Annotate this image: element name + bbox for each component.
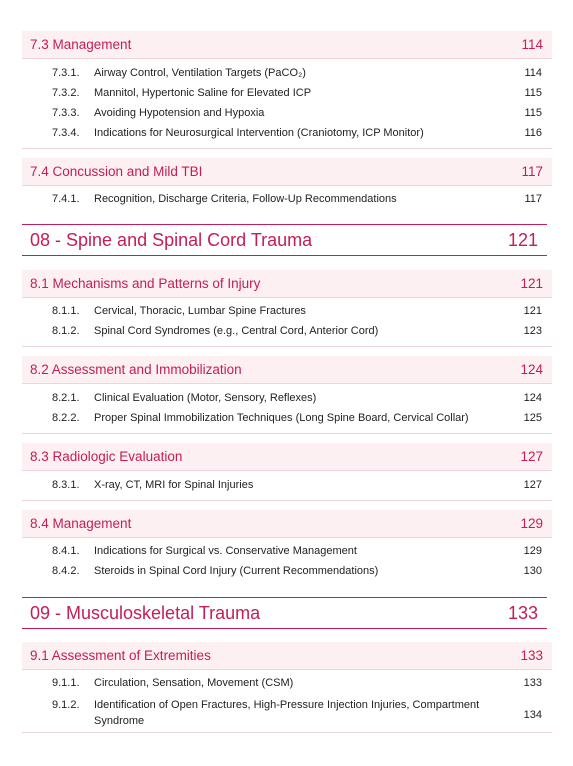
entry-number: 7.3.2. [52, 87, 80, 99]
chapter-page: 133 [507, 602, 538, 623]
entry-title: Clinical Evaluation (Motor, Sensory, Reflexes) [94, 392, 317, 404]
section-page: 114 [521, 37, 543, 52]
chapter-title: 09 - Musculoskeletal Trauma [30, 602, 261, 623]
entry-number: 8.4.2. [52, 565, 80, 577]
entry-page: 115 [524, 107, 542, 119]
entry-page: 134 [523, 709, 542, 721]
entry-page: 125 [523, 412, 542, 424]
entry-number: 8.3.1. [52, 479, 80, 491]
entry-number: 7.3.1. [52, 67, 80, 79]
toc-entry[interactable] [22, 408, 552, 428]
entry-number: 8.2.2. [52, 412, 80, 424]
entry-title: Indications for Surgical vs. Conservative Management [94, 545, 357, 557]
entry-title: Recognition, Discharge Criteria, Follow-Up Recommendations [94, 193, 397, 205]
entry-page: 121 [523, 305, 542, 317]
entry-page: 127 [523, 479, 542, 491]
entry-page: 130 [523, 565, 542, 577]
section-page: 129 [520, 516, 543, 531]
chapter-heading[interactable] [22, 224, 547, 256]
section-heading[interactable] [22, 270, 552, 298]
entry-title: Avoiding Hypotension and Hypoxia [94, 107, 265, 119]
entry-title: X-ray, CT, MRI for Spinal Injuries [94, 479, 254, 491]
toc-entry[interactable] [22, 189, 552, 209]
section-page: 117 [521, 164, 543, 179]
section-page: 133 [520, 648, 543, 663]
entry-number: 8.2.1. [52, 392, 80, 404]
section-page: 124 [520, 362, 543, 377]
chapter-heading[interactable] [22, 597, 547, 629]
entry-page: 117 [524, 193, 542, 205]
entry-number: 7.3.4. [52, 127, 80, 139]
chapter-title: 08 - Spine and Spinal Cord Trauma [30, 229, 313, 250]
entry-number: 8.1.2. [52, 325, 80, 337]
toc-entry[interactable] [22, 561, 552, 581]
section-heading[interactable] [22, 31, 552, 59]
entry-number: 7.3.3. [52, 107, 80, 119]
toc-entry[interactable] [22, 123, 552, 143]
section-title: 7.4 Concussion and Mild TBI [30, 164, 203, 179]
entry-page: 114 [524, 67, 542, 79]
section-title: 9.1 Assessment of Extremities [30, 648, 211, 663]
toc-entry[interactable] [22, 475, 552, 495]
entry-page: 115 [524, 87, 542, 99]
group-divider [22, 732, 552, 733]
section-title: 8.2 Assessment and Immobilization [30, 362, 242, 377]
section-title: 8.4 Management [30, 516, 132, 531]
toc-entry[interactable] [22, 388, 552, 408]
entry-title: Airway Control, Ventilation Targets (PaCO₂) [94, 67, 306, 79]
toc-entry[interactable] [22, 693, 552, 727]
section-title: 8.1 Mechanisms and Patterns of Injury [30, 276, 261, 291]
entry-title: Mannitol, Hypertonic Saline for Elevated ICP [94, 87, 312, 99]
section-heading[interactable] [22, 356, 552, 384]
toc-entry[interactable] [22, 673, 552, 693]
group-divider [22, 346, 552, 347]
entry-page: 123 [523, 325, 542, 337]
section-page: 121 [520, 276, 543, 291]
toc-entry[interactable] [22, 63, 552, 83]
entry-title: Spinal Cord Syndromes (e.g., Central Cord, Anterior Cord) [94, 325, 379, 337]
section-title: 7.3 Management [30, 37, 132, 52]
entry-number: 7.4.1. [52, 193, 80, 205]
entry-title: Steroids in Spinal Cord Injury (Current Recommendations) [94, 565, 379, 577]
group-divider [22, 433, 552, 434]
chapter-page: 121 [507, 229, 538, 250]
entry-page: 129 [523, 545, 542, 557]
section-title: 8.3 Radiologic Evaluation [30, 449, 183, 464]
toc-entry[interactable] [22, 83, 552, 103]
entry-title: Circulation, Sensation, Movement (CSM) [94, 677, 294, 689]
entry-page: 124 [523, 392, 542, 404]
entry-number: 8.1.1. [52, 305, 80, 317]
entry-number: 9.1.2. [52, 699, 80, 711]
entry-title: Proper Spinal Immobilization Techniques (Long Spine Board, Cervical Collar) [94, 412, 469, 424]
entry-page: 133 [523, 677, 542, 689]
entry-page: 116 [524, 127, 542, 139]
group-divider [22, 500, 552, 501]
entry-title: Identification of Open Fractures, High-Pressure Injection Injuries, Compartment Syndrome [94, 699, 480, 727]
section-heading[interactable] [22, 642, 552, 670]
section-heading[interactable] [22, 510, 552, 538]
toc-entry[interactable] [22, 541, 552, 561]
entry-title: Indications for Neurosurgical Intervention (Craniotomy, ICP Monitor) [94, 127, 424, 139]
entry-number: 8.4.1. [52, 545, 80, 557]
section-heading[interactable] [22, 158, 552, 186]
entry-number: 9.1.1. [52, 677, 80, 689]
toc-entry[interactable] [22, 103, 552, 123]
toc-entry[interactable] [22, 301, 552, 321]
entry-title: Cervical, Thoracic, Lumbar Spine Fractures [94, 305, 306, 317]
section-heading[interactable] [22, 443, 552, 471]
group-divider [22, 148, 552, 149]
toc-entry[interactable] [22, 321, 552, 341]
section-page: 127 [520, 449, 543, 464]
